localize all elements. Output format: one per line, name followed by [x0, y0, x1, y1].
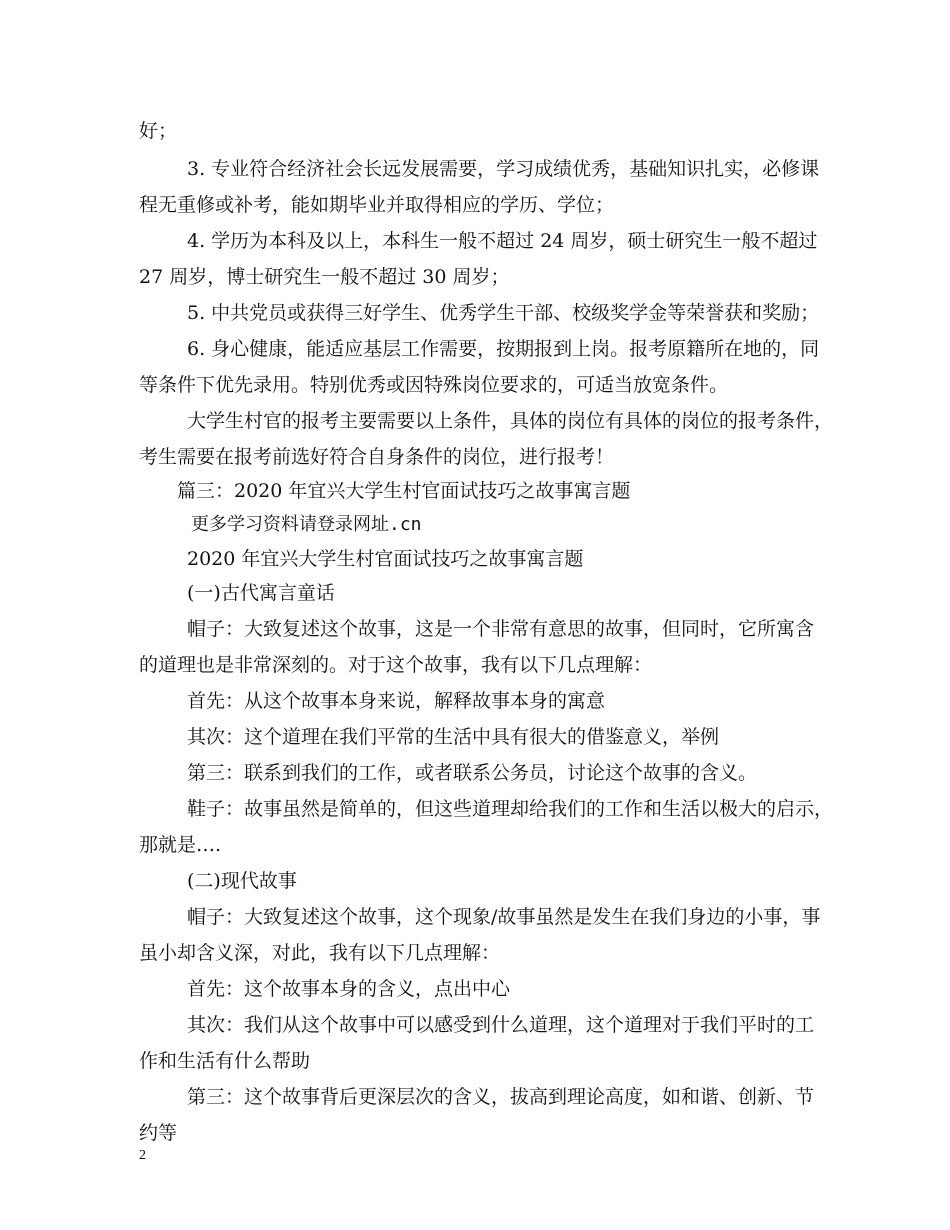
text-line: 考生需要在报考前选好符合自身条件的岗位，进行报考！	[139, 446, 615, 468]
text-line: 帽子：大致复述这个故事，这个现象/故事虽然是发生在我们身边的小事，事	[187, 906, 821, 928]
text-line: 的道理也是非常深刻的。对于这个故事，我有以下几点理解：	[139, 654, 653, 676]
text-line: 其次：这个道理在我们平常的生活中具有很大的借鉴意义，举例	[187, 726, 720, 748]
text-line: 5. 中共党员或获得三好学生、优秀学生干部、校级奖学金等荣誉获和奖励；	[187, 302, 820, 324]
text-line: 4. 学历为本科及以上，本科生一般不超过 24 周岁，硕士研究生一般不超过	[187, 230, 818, 252]
page-number: 2	[139, 1148, 146, 1163]
text-line: 那就是….	[139, 834, 222, 856]
text-line: 6. 身心健康，能适应基层工作需要，按期报到上岗。报考原籍所在地的，同	[187, 338, 820, 360]
text-line: 帽子：大致复述这个故事，这是一个非常有意思的故事，但同时，它所寓含	[187, 618, 815, 640]
article-title: 2020 年宜兴大学生村官面试技巧之故事寓言题	[187, 548, 584, 570]
text-line: 程无重修或补考，能如期毕业并取得相应的学历、学位；	[139, 194, 615, 216]
text-line: 首先：这个故事本身的含义，点出中心	[187, 978, 511, 1000]
text-line: 虽小却含义深，对此，我有以下几点理解：	[139, 942, 501, 964]
text-line: 约等	[139, 1122, 178, 1144]
text-line: 作和生活有什么帮助	[139, 1050, 311, 1072]
text-line: 其次：我们从这个故事中可以感受到什么道理，这个道理对于我们平时的工	[187, 1014, 815, 1036]
text-line: 27 周岁，博士研究生一般不超过 30 周岁；	[139, 266, 510, 288]
text-line: 大学生村官的报考主要需要以上条件，具体的岗位有具体的岗位的报考条件，	[187, 410, 834, 432]
subsection-heading: (二)现代故事	[187, 870, 297, 892]
subsection-heading: (一)古代寓言童话	[187, 582, 335, 604]
text-line: 3. 专业符合经济社会长远发展需要，学习成绩优秀，基础知识扎实，必修课	[187, 158, 820, 180]
text-line: 第三：这个故事背后更深层次的含义，拔高到理论高度，如和谐、创新、节	[187, 1086, 815, 1108]
text-line: 好；	[139, 120, 178, 142]
text-line: 等条件下优先录用。特别优秀或因特殊岗位要求的，可适当放宽条件。	[139, 374, 729, 396]
text-line: 首先：从这个故事本身来说，解释故事本身的寓意	[187, 690, 606, 712]
text-line: 第三：联系到我们的工作，或者联系公务员，讨论这个故事的含义。	[187, 762, 758, 784]
text-line: 更多学习资料请登录网址.cn	[191, 514, 422, 535]
text-line: 鞋子：故事虽然是简单的，但这些道理却给我们的工作和生活以极大的启示，	[187, 798, 834, 820]
section-heading: 篇三：2020 年宜兴大学生村官面试技巧之故事寓言题	[177, 480, 631, 502]
